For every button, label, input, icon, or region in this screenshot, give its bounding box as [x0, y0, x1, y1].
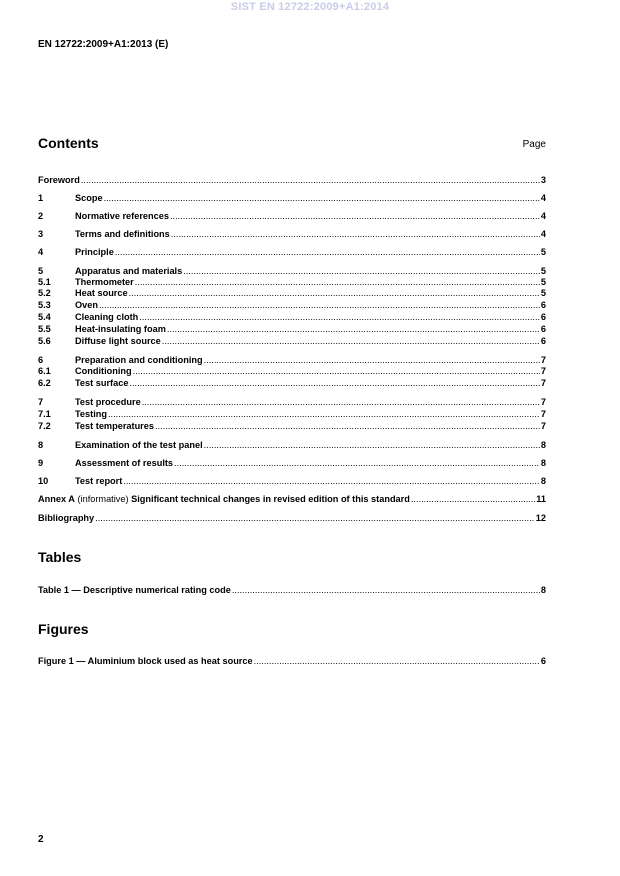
toc-page: 7 — [540, 355, 546, 365]
figure-entry[interactable] — [38, 656, 546, 667]
toc-number: 7.1 — [38, 409, 51, 419]
toc-page: 7 — [540, 421, 546, 431]
toc-number: 8 — [38, 440, 44, 450]
toc-entry-terms-definitions[interactable] — [38, 229, 546, 240]
toc-title: Thermometer — [75, 277, 134, 287]
toc-number: 9 — [38, 458, 44, 468]
toc-entry-oven[interactable] — [38, 300, 546, 311]
toc-page: 12 — [535, 513, 546, 523]
toc-number: 7 — [38, 397, 44, 407]
toc-entry-test-surface[interactable] — [38, 378, 546, 389]
figure-title: Figure 1 — Aluminium block used as heat source — [38, 656, 253, 666]
toc-number: 7.2 — [38, 421, 51, 431]
toc-title: Normative references — [75, 211, 169, 221]
tables-list — [38, 585, 546, 596]
toc-title: Apparatus and materials — [75, 266, 183, 276]
toc-title: Test procedure — [75, 397, 141, 407]
watermark: SIST EN 12722:2009+A1:2014 — [230, 1, 390, 13]
toc-entry-foreword[interactable] — [38, 175, 546, 186]
toc-page: 8 — [540, 440, 546, 450]
toc-number: 1 — [38, 193, 44, 203]
toc-entry-principle[interactable] — [38, 247, 546, 258]
toc-page: 5 — [540, 288, 546, 298]
toc-page: 11 — [536, 494, 546, 504]
toc-entry-examination[interactable] — [38, 440, 546, 451]
toc-page: 7 — [540, 409, 546, 419]
toc-entry-conditioning[interactable] — [38, 366, 546, 377]
toc-title: Heat-insulating foam — [75, 324, 166, 334]
tables-heading: Tables — [38, 549, 82, 565]
toc-title: Assessment of results — [75, 458, 174, 468]
toc-entry-preparation[interactable] — [38, 355, 546, 366]
page-column-label: Page — [522, 139, 546, 150]
toc-page: 6 — [540, 324, 546, 334]
toc-page: 5 — [540, 266, 546, 276]
toc-number: 5 — [38, 266, 44, 276]
toc-number: 5.1 — [38, 277, 51, 287]
toc-number: 10 — [38, 476, 49, 486]
toc-title: Principle — [75, 247, 114, 257]
toc-entry-test-report[interactable] — [38, 476, 546, 487]
toc-page: 5 — [540, 247, 546, 257]
figure-page: 6 — [540, 656, 546, 666]
toc-entry-apparatus[interactable] — [38, 266, 546, 277]
page-number: 2 — [38, 834, 44, 845]
toc-number: 5.6 — [38, 336, 51, 346]
toc-number: 5.5 — [38, 324, 51, 334]
toc-title: Heat source — [75, 288, 128, 298]
toc-number: 3 — [38, 229, 44, 239]
toc-number: 6.1 — [38, 366, 51, 376]
toc-page: 6 — [540, 336, 546, 346]
toc-page: 5 — [540, 277, 546, 287]
toc-entry-annex-a[interactable] — [38, 494, 546, 505]
toc-title: Conditioning — [75, 366, 132, 376]
toc-number: 5.3 — [38, 300, 51, 310]
toc-page: 4 — [540, 229, 546, 239]
toc-title: Preparation and conditioning — [75, 355, 203, 365]
toc-number: 5.4 — [38, 312, 51, 322]
toc-number: 4 — [38, 247, 44, 257]
toc-entry-thermometer[interactable] — [38, 277, 546, 288]
toc-title: Test temperatures — [75, 421, 154, 431]
toc-entry-testing[interactable] — [38, 409, 546, 420]
toc-number: 2 — [38, 211, 44, 221]
toc-page: 4 — [540, 193, 546, 203]
table-page: 8 — [540, 585, 546, 595]
toc-page: 3 — [540, 175, 546, 185]
toc-entry-cleaning-cloth[interactable] — [38, 312, 546, 323]
toc-entry-scope[interactable] — [38, 193, 546, 204]
toc-entry-test-temperatures[interactable] — [38, 421, 546, 432]
toc-entry-normative-references[interactable] — [38, 211, 546, 222]
table-entry[interactable] — [38, 585, 546, 596]
toc-title: Foreword — [38, 175, 80, 185]
toc-title: Annex A — [38, 494, 75, 504]
figures-list — [38, 656, 546, 667]
figures-heading: Figures — [38, 621, 89, 637]
toc-number: 6 — [38, 355, 44, 365]
toc-entry-bibliography[interactable] — [38, 513, 546, 524]
toc-page: 7 — [540, 378, 546, 388]
toc-title: Diffuse light source — [75, 336, 161, 346]
toc-annex-qualifier: (informative) — [74, 494, 132, 504]
toc-title: Cleaning cloth — [75, 312, 139, 322]
toc-title: Terms and definitions — [75, 229, 170, 239]
toc-page: 7 — [540, 366, 546, 376]
document-id: EN 12722:2009+A1:2013 (E) — [38, 39, 169, 50]
toc-page: 8 — [540, 458, 546, 468]
table-title: Table 1 — Descriptive numerical rating code — [38, 585, 231, 595]
toc-title: Oven — [75, 300, 98, 310]
toc-entry-assessment[interactable] — [38, 458, 546, 469]
toc-title: Scope — [75, 193, 103, 203]
toc-entry-heat-source[interactable] — [38, 288, 546, 299]
toc-entry-heat-insulating-foam[interactable] — [38, 324, 546, 335]
toc-number: 5.2 — [38, 288, 51, 298]
toc-page: 6 — [540, 312, 546, 322]
toc-page: 7 — [540, 397, 546, 407]
toc-page: 4 — [540, 211, 546, 221]
contents-heading: Contents — [38, 135, 99, 151]
toc-number: 6.2 — [38, 378, 51, 388]
toc-title: Test report — [75, 476, 123, 486]
toc-annex-title: Significant technical changes in revised edition of this standard — [131, 494, 410, 504]
toc-title: Test surface — [75, 378, 129, 388]
toc-entry-diffuse-light-source[interactable] — [38, 336, 546, 347]
toc-title: Examination of the test panel — [75, 440, 203, 450]
toc-entry-test-procedure[interactable] — [38, 397, 546, 408]
toc-title: Testing — [75, 409, 107, 419]
toc-title: Bibliography — [38, 513, 95, 523]
toc-page: 6 — [540, 300, 546, 310]
toc-page: 8 — [540, 476, 546, 486]
